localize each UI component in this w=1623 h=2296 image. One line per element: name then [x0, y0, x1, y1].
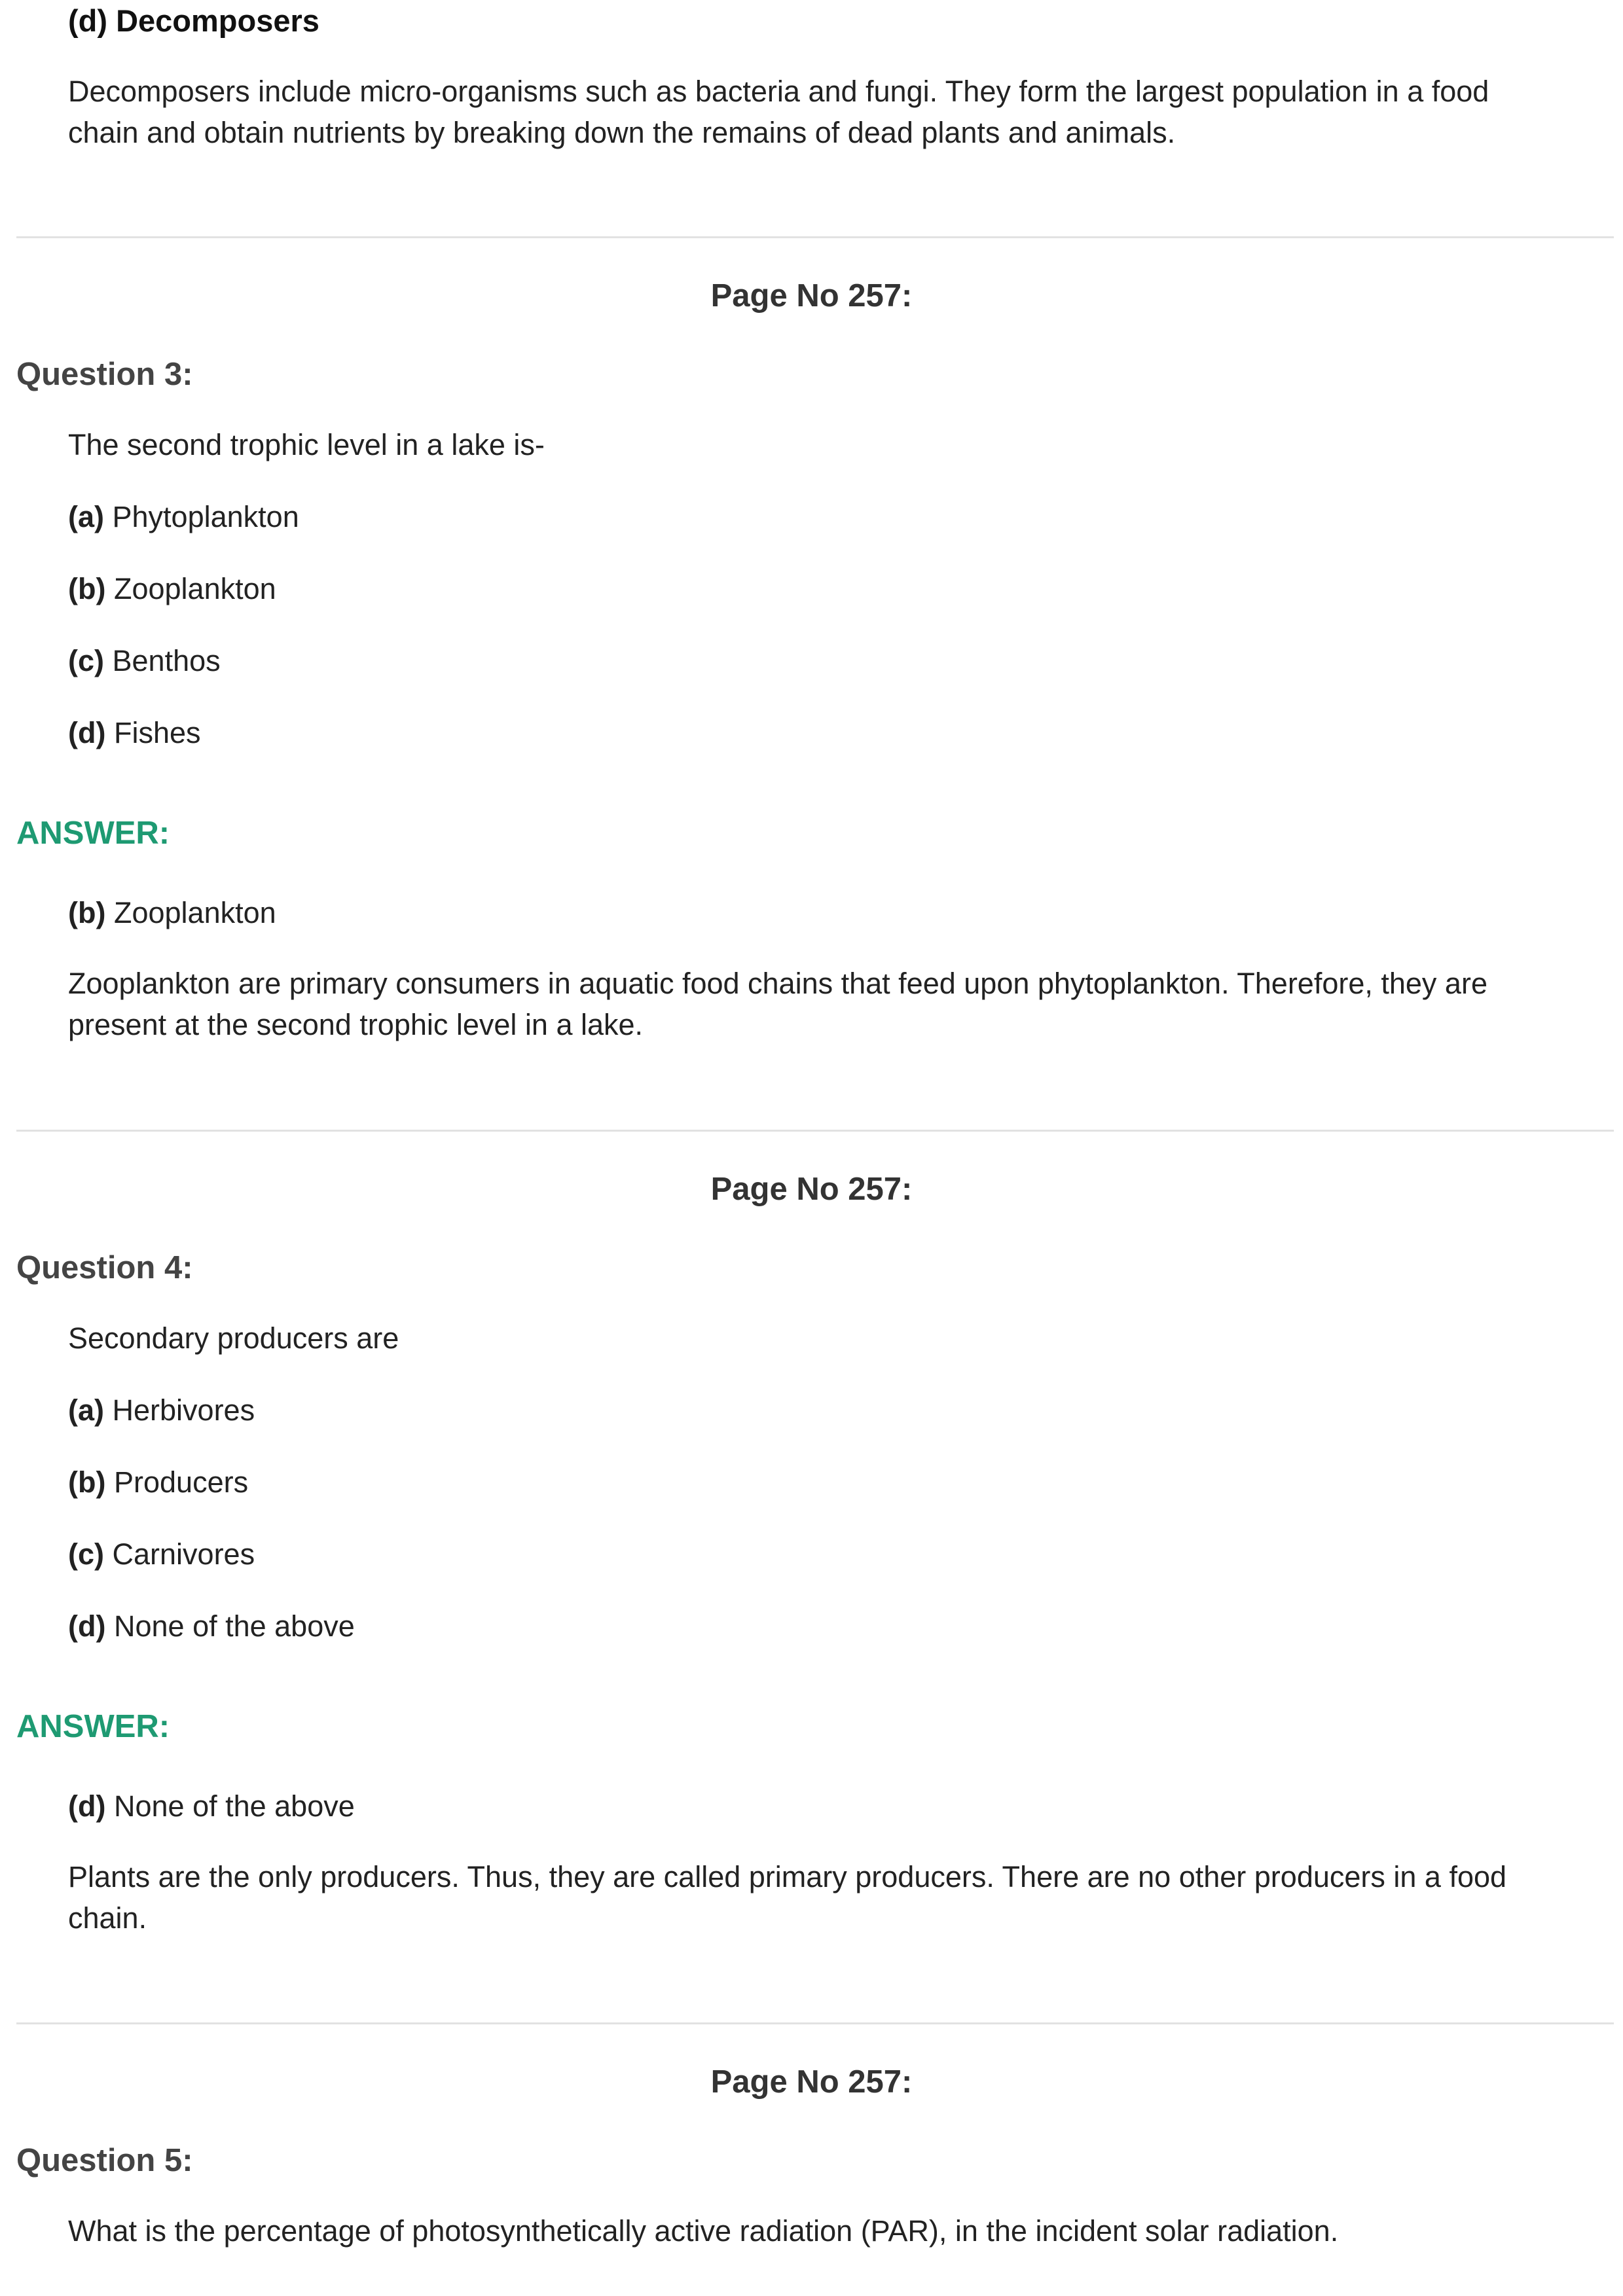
- option-label: (d): [68, 1609, 106, 1643]
- option-label: (d): [68, 716, 106, 749]
- answer-label: (b): [68, 896, 106, 929]
- question-3-prompt: The second trophic level in a lake is-: [68, 428, 545, 461]
- answer-text: Zooplankton: [113, 896, 276, 929]
- explanation-line-2: present at the second trophic level in a lake.: [68, 1008, 644, 1041]
- decomposers-heading: [68, 1, 1587, 41]
- question-3-option-d: [68, 715, 1587, 751]
- decomposers-paragraph: [68, 71, 1587, 153]
- decomposers-line-1: Decomposers include micro-organisms such as bacteria and fungi. They form the largest population in a food: [68, 75, 1489, 108]
- option-text: Phytoplankton: [112, 500, 299, 533]
- question-5-title: Question 5:: [16, 2143, 193, 2178]
- question-4-option-d: [68, 1608, 1587, 1645]
- option-label: (b): [68, 1465, 106, 1499]
- option-label: (c): [68, 644, 104, 677]
- option-text: Zooplankton: [113, 572, 276, 605]
- question-3-answer: [68, 895, 1587, 931]
- question-3-option-a: [68, 499, 1587, 535]
- option-text: None of the above: [113, 1609, 355, 1643]
- decomposers-line-2: chain and obtain nutrients by breaking down the remains of dead plants and animals.: [68, 116, 1176, 149]
- question-4-option-b: [68, 1464, 1587, 1501]
- answer-label: (d): [68, 1789, 106, 1823]
- option-label: (a): [68, 500, 104, 533]
- question-4-option-c: [68, 1536, 1587, 1573]
- answer-text: None of the above: [113, 1789, 355, 1823]
- question-3-option-c: [68, 643, 1587, 679]
- question-4-explanation: [68, 1856, 1587, 1939]
- option-text: Herbivores: [112, 1393, 255, 1427]
- decomposers-heading-text: Decomposers: [116, 3, 319, 38]
- explanation-line-1: Plants are the only producers. Thus, they are called primary producers. There are no other producers in a food: [68, 1860, 1507, 1893]
- option-text: Producers: [113, 1465, 249, 1499]
- option-label: (a): [68, 1393, 104, 1427]
- question-4-title: Question 4:: [16, 1250, 193, 1285]
- separator: [16, 2022, 1614, 2024]
- page-number: Page No 257:: [710, 2064, 913, 2100]
- page-number: Page No 257:: [710, 1172, 913, 1207]
- question-3-option-b: [68, 571, 1587, 607]
- separator: [16, 1130, 1614, 1132]
- option-label: (c): [68, 1537, 104, 1571]
- question-3-explanation: [68, 963, 1587, 1045]
- question-4-answer: [68, 1788, 1587, 1825]
- option-text: Carnivores: [112, 1537, 255, 1571]
- separator: [16, 236, 1614, 238]
- question-3-answer-heading: ANSWER:: [16, 816, 170, 851]
- question-3-title: Question 3:: [16, 357, 193, 392]
- question-4-answer-heading: ANSWER:: [16, 1709, 170, 1744]
- explanation-line-2: chain.: [68, 1901, 147, 1935]
- explanation-line-1: Zooplankton are primary consumers in aquatic food chains that feed upon phytoplankton. Therefore, they are: [68, 967, 1487, 1000]
- option-text: Benthos: [112, 644, 221, 677]
- question-5-prompt: What is the percentage of photosynthetically active radiation (PAR), in the incident solar radiation.: [68, 2214, 1339, 2248]
- page-number: Page No 257:: [710, 278, 913, 314]
- option-label: (b): [68, 572, 106, 605]
- question-4-option-a: [68, 1392, 1587, 1429]
- option-text: Fishes: [113, 716, 201, 749]
- decomposers-heading-label: (d): [68, 3, 108, 38]
- question-4-prompt: Secondary producers are: [68, 1321, 399, 1355]
